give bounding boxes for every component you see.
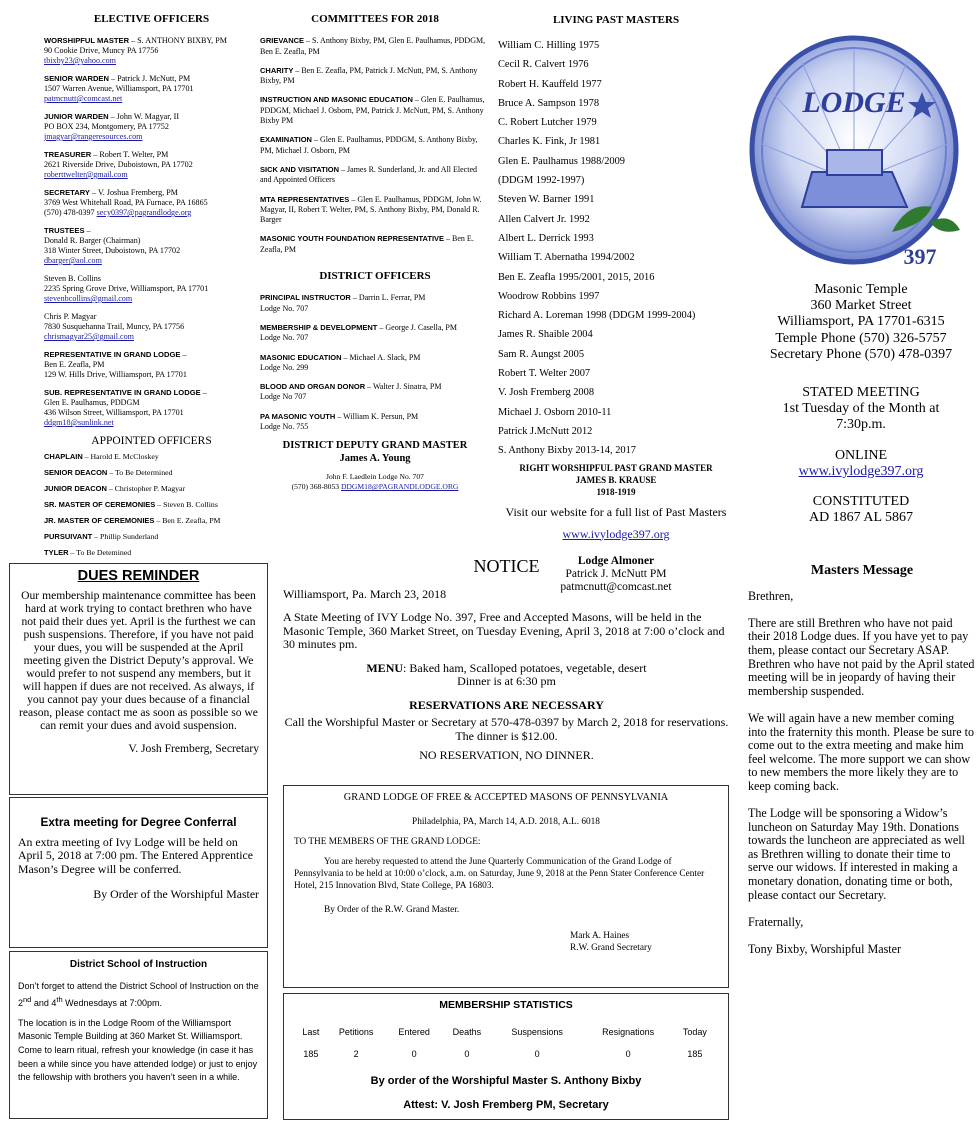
dues-reminder-body: Our membership maintenance committee has been hard at work trying to contact brethren who have not paid their dues yet. April is the furthest we can push suspensions. Therefore, if you have not paid your dues, you will be suspended at the April meeting given the District Deputy’s approval. We would prefer to not suspend any members, but it will happen if dues are not received. As always, if you cannot pay your dues because of a financial reason, please contact me as soon as possible so we can remit your dues and avoid suspension. [19, 589, 258, 732]
rwpgm-title: RIGHT WORSHIPFUL PAST GRAND MASTER [519, 462, 713, 473]
past-master-item: Robert T. Welter 2007 [498, 368, 591, 380]
officer-address: PO BOX 234, Montgomery, PA 17752 [44, 122, 169, 131]
dues-reminder-title: DUES REMINDER [77, 568, 200, 584]
appointed-officer [44, 500, 259, 510]
district-officer [260, 293, 490, 314]
district-lodge: Lodge No 707 [260, 392, 307, 402]
elective-officer [44, 74, 259, 104]
district-lodge: Lodge No. 755 [260, 422, 309, 432]
past-master-item: Robert H. Kauffeld 1977 [498, 78, 602, 90]
elective-officer [44, 150, 259, 180]
temple-city: Williamsport, PA 17701-6315 [777, 314, 945, 330]
officer-name: – Christopher P. Magyar [106, 484, 186, 493]
committee-item [260, 165, 490, 186]
appointed-officer [44, 532, 259, 542]
officer-name: – [200, 388, 207, 397]
committee-name: INSTRUCTION AND MASONIC EDUCATION [260, 95, 413, 105]
dues-reminder-signature: V. Josh Fremberg, Secretary [128, 742, 259, 755]
website-link[interactable]: www.ivylodge397.org [562, 526, 670, 541]
officer-role: SENIOR DEACON [44, 468, 108, 477]
appointed-officer [44, 452, 259, 462]
district-role: PRINCIPAL INSTRUCTOR [260, 293, 351, 303]
secretary-phone: Secretary Phone (570) 478-0397 [769, 346, 953, 362]
elective-officer [44, 188, 259, 218]
district-school-location: The location is in the Lodge Room of the Williamsport Masonic Temple Building at 360 Market St. Williamsport. Come to learn ritual, refresh your knowledge (in case it has been a while since you have attended lodge) or just to enjoy the fellowship with brothers you haven’t seen in a while. [18, 1017, 258, 1083]
membership-stats-title: MEMBERSHIP STATISTICS [439, 999, 573, 1011]
past-master-item: S. Anthony Bixby 2013-14, 2017 [498, 445, 636, 457]
past-master-item: Cecil R. Calvert 1976 [498, 59, 589, 71]
committee-members: – Glen E. Paulhamus, PDDGM, John W. Magyar, II, Robert T. Welter, PM, S. Anthony Bixby, PM, Donald R. Barger [260, 194, 482, 225]
officer-role: JUNIOR WARDEN [44, 112, 109, 121]
masters-paragraph: The Lodge will be sponsoring a Widow’s luncheon on Saturday May 19th. Donations towards the luncheon are appreciated as well as Brethren willing to donate their time to serve our widows. If interested in making a monetary donation, donating time or both, please contact our Secretary. [748, 806, 965, 902]
rwpgm-name: JAMES B. KRAUSE [575, 474, 657, 485]
district-role: BLOOD AND ORGAN DONOR [260, 382, 366, 392]
officer-address: Donald R. Barger (Chairman) [44, 236, 141, 245]
committee-members: – James R. Sunderland, Jr. and All Elected and Appointed Officers [260, 164, 478, 185]
committee-item [260, 195, 490, 226]
officer-role: WORSHIPFUL MASTER [44, 36, 130, 45]
officer-email-link[interactable]: tbixby23@yahoo.com [44, 56, 116, 65]
temple-info [742, 282, 980, 526]
stats-value-cell: 2 [353, 1049, 359, 1059]
stats-attest: Attest: V. Josh Fremberg PM, Secretary [403, 1099, 609, 1111]
appointed-officers-list [44, 452, 259, 558]
notice-section [283, 556, 730, 763]
officer-address: 436 Wilson Street, Williamsport, PA 17701 [44, 408, 184, 417]
district-role: MEMBERSHIP & DEVELOPMENT [260, 322, 378, 332]
district-school-title: District School of Instruction [69, 959, 208, 970]
past-master-item: C. Robert Lutcher 1979 [498, 117, 597, 129]
committees-list [260, 36, 490, 255]
officer-name: – V. Joshua Fremberg, PM [90, 188, 178, 197]
district-officers-list [260, 293, 490, 432]
district-officer [260, 323, 490, 344]
past-master-item: William T. Abernatha 1994/2002 [498, 252, 635, 264]
past-master-item: William C. Hilling 1975 [498, 40, 600, 51]
appointed-officer [44, 516, 259, 526]
officer-address: 90 Cookie Drive, Muncy PA 17756 [44, 46, 159, 55]
officer-address: 7830 Susquehanna Trail, Muncy, PA 17756 [44, 322, 185, 331]
masters-paragraph: There are still Brethren who have not paid their 2018 Lodge dues. If you have yet to pay them, please contact our Secretary ASAP. Brethren who have not paid by the April stated meeting will be in jeopardy of having their membership suspended. [748, 615, 975, 698]
elective-officers-list [44, 36, 259, 428]
lodge-emblem-icon [742, 32, 972, 272]
officer-name: – Phillip Sunderland [92, 532, 159, 541]
officer-role: SR. MASTER OF CEREMONIES [44, 500, 156, 509]
officer-name: – John W. Magyar, II [108, 112, 180, 121]
committees-column [260, 14, 490, 493]
officer-address: 129 W. Hills Drive, Williamsport, PA 17701 [44, 370, 187, 379]
membership-stats-table [296, 1023, 716, 1067]
committee-item [260, 36, 490, 57]
officer-role: SECRETARY [44, 188, 90, 197]
reservations-text: Call the Worshipful Master or Secretary at 570-478-0397 by March 2, 2018 for reservations. The dinner is $12.00. [284, 715, 729, 743]
officer-email-link[interactable]: chrismagyar25@gmail.com [44, 332, 134, 341]
committee-members: – S. Anthony Bixby, PM, Glen E. Paulhamus, PDDGM, Ben E. Zeafla, PM [260, 36, 486, 56]
stats-value-cell: 0 [411, 1049, 417, 1059]
district-officer-name: – Michael A. Slack, PM [341, 352, 421, 362]
officer-name: – [180, 350, 187, 359]
officer-role: SUB. REPRESENTATIVE IN GRAND LODGE [44, 388, 201, 397]
district-officer-name: – George J. Casella, PM [377, 322, 457, 332]
officer-role: TYLER [44, 548, 69, 557]
officer-name: – [84, 226, 91, 235]
committees-title: COMMITTEES FOR 2018 [311, 13, 439, 25]
stats-value-cell: 0 [625, 1049, 631, 1059]
masters-message-body [748, 590, 976, 957]
stats-header-cell: Deaths [452, 1027, 482, 1037]
past-masters-column [498, 14, 734, 594]
district-officers-title: DISTRICT OFFICERS [319, 270, 431, 283]
online-title: ONLINE [834, 447, 888, 463]
district-lodge: Lodge No. 299 [260, 362, 309, 372]
temple-name: Masonic Temple [814, 282, 908, 297]
officer-name: – Harold E. McCloskey [82, 452, 159, 461]
dues-reminder-box [9, 563, 268, 795]
past-masters-title: LIVING PAST MASTERS [552, 14, 680, 26]
elective-officer [44, 226, 259, 266]
past-master-item: James R. Shaible 2004 [498, 329, 593, 341]
officer-name: – Steven B. Collins [155, 500, 218, 509]
lodge-logo [742, 32, 972, 272]
online-link[interactable]: www.ivylodge397.org [798, 463, 924, 479]
masters-message [748, 564, 976, 970]
past-master-item: Charles K. Fink, Jr 1981 [498, 136, 601, 148]
masters-message-title: Masters Message [810, 563, 914, 578]
officer-name: – Patrick J. McNutt, PM [108, 74, 191, 83]
officer-role: PURSUIVANT [44, 532, 93, 541]
masters-paragraph: Tony Bixby, Worshipful Master [748, 942, 902, 957]
ddgm-email-link[interactable]: DDGM18@PAGRANDLODGE.ORG [340, 482, 459, 492]
grand-lodge-order: By Order of the R.W. Grand Master. [324, 905, 460, 915]
extra-meeting-title: Extra meeting for Degree Conferral [40, 815, 237, 829]
stats-order: By order of the Worshipful Master S. Anthony Bixby [370, 1075, 642, 1087]
officer-address: Ben E. Zeafla, PM [44, 360, 105, 369]
past-master-item: Ben E. Zeafla 1995/2001, 2015, 2016 [498, 271, 655, 283]
district-officer [260, 412, 490, 433]
committee-name: MASONIC YOUTH FOUNDATION REPRESENTATIVE [260, 234, 445, 244]
officer-role: JR. MASTER OF CEREMONIES [44, 516, 155, 525]
committee-members: – Glen E. Paulhamus, PDDGM, Michael J. Osborn, PM, Patrick J. McNutt, PM, S. Anthony Bixby PM [260, 95, 485, 126]
appointed-officer [44, 548, 259, 558]
masters-paragraph: Fraternally, [748, 914, 804, 929]
notice-dateline: Williamsport, Pa. March 23, 2018 [283, 586, 447, 601]
elective-officers-title: ELECTIVE OFFICERS [93, 13, 210, 25]
stats-value-cell: 0 [464, 1049, 470, 1059]
ddgm-title: DISTRICT DEPUTY GRAND MASTER [282, 440, 468, 452]
elective-officer [44, 350, 259, 380]
committee-item [260, 135, 490, 156]
stats-value-cell: 185 [687, 1049, 703, 1059]
officer-name: – S. ANTHONY BIXBY, PM [129, 36, 227, 45]
grand-lodge-signer-title: R.W. Grand Secretary [570, 943, 652, 953]
district-lodge: Lodge No. 707 [260, 303, 309, 313]
committee-name: SICK AND VISITATION [260, 164, 340, 174]
stats-values-row [296, 1045, 716, 1067]
officer-role: CHAPLAIN [44, 452, 83, 461]
district-officer [260, 382, 490, 403]
ddgm-contact [260, 482, 490, 492]
officer-address: 1507 Warren Avenue, Williamsport, PA 17701 [44, 84, 194, 93]
past-master-item: Steven W. Barner 1991 [498, 194, 595, 206]
extra-meeting-box [9, 797, 268, 948]
committee-name: MTA REPRESENTATIVES [260, 194, 350, 204]
stats-header-cell: Resignations [602, 1027, 655, 1037]
membership-stats-box [283, 993, 729, 1120]
district-role: PA MASONIC YOUTH [260, 411, 336, 421]
elective-officer [44, 36, 259, 66]
ddgm-name: James A. Young [339, 452, 411, 464]
grand-lodge-signer: Mark A. Haines [570, 931, 630, 941]
district-school-dates: Don’t forget to attend the District School of Instruction on the 2nd and 4th Wednesdays at 7:00pm. [18, 980, 259, 1009]
appointed-officers-title: APPOINTED OFFICERS [91, 435, 212, 447]
masters-paragraph: We will again have a new member coming into the fraternity this month. Please be sure to come out to the extra meeting and make him feel welcome. The more support we can show to new members the more likely they are to keep coming back. [748, 710, 975, 793]
officer-address: 2235 Spring Grove Drive, Williamsport, PA 17701 [44, 284, 209, 293]
stats-header-row [296, 1023, 716, 1045]
district-school-box [9, 951, 268, 1119]
past-masters-list [498, 36, 734, 461]
officer-role: SENIOR WARDEN [44, 74, 109, 83]
officer-role: REPRESENTATIVE IN GRAND LODGE [44, 350, 181, 359]
svg-text:397: 397 [903, 244, 937, 269]
officer-role: TREASURER [44, 150, 92, 159]
temple-phone: Temple Phone (570) 326-5757 [775, 330, 947, 346]
notice-dinner: Dinner is at 6:30 pm [457, 674, 556, 688]
officer-role: TRUSTEES [44, 226, 85, 235]
committee-item [260, 95, 490, 126]
rwpgm-years: 1918-1919 [596, 486, 636, 497]
grand-lodge-title: GRAND LODGE OF FREE & ACCEPTED MASONS OF PENNSYLVANIA [343, 792, 669, 803]
constituted-title: CONSTITUTED [812, 494, 910, 510]
stats-value-cell: 185 [303, 1049, 319, 1059]
past-master-item: Patrick J.McNutt 2012 [498, 425, 593, 437]
extra-meeting-order: By Order of the Worshipful Master [93, 887, 259, 901]
officer-name: – Robert T. Welter, PM [91, 150, 169, 159]
elective-officer [44, 312, 259, 342]
officer-address: 318 Winter Street, Duboistown, PA 17702 [44, 246, 181, 255]
officer-name: – To Be Detemined [68, 548, 132, 557]
notice-body: A State Meeting of IVY Lodge No. 397, Free and Accepted Masons, will be held in the Masonic Temple, 360 Market Street, on Tuesday Evening, April 3, 2018 at 7:00 o’clock and 30 minutes pm. [283, 610, 725, 651]
officer-name: – Ben E. Zeafla, PM [154, 516, 221, 525]
stats-value-cell: 0 [534, 1049, 540, 1059]
officer-address: 3769 West Whitehall Road, PA Furnace, PA 16865 [44, 198, 208, 207]
appointed-officer [44, 484, 259, 494]
past-master-item: Sam R. Aungst 2005 [498, 348, 585, 360]
district-officer-name: – Darrin L. Ferrar, PM [350, 293, 426, 303]
past-master-item: Bruce A. Sampson 1978 [498, 97, 600, 109]
stats-header-cell: Entered [398, 1027, 430, 1037]
almoner-title: Lodge Almoner [577, 554, 655, 567]
past-master-item: Albert L. Derrick 1993 [498, 232, 594, 244]
stated-meeting-when: 1st Tuesday of the Month at [782, 401, 940, 417]
grand-lodge-box [283, 785, 729, 988]
notice-title: NOTICE [473, 556, 540, 576]
officer-email-link[interactable]: dbarger@aol.com [44, 256, 102, 265]
stated-meeting-title: STATED MEETING [802, 385, 920, 401]
officer-email-link[interactable]: jmagyar@rangeresources.com [44, 132, 143, 141]
reservations-title: RESERVATIONS ARE NECESSARY [409, 697, 604, 712]
stats-header-cell: Today [682, 1027, 707, 1037]
masters-paragraph: Brethren, [748, 588, 794, 603]
past-master-item: Glen E. Paulhamus 1988/2009 [498, 155, 625, 167]
ddgm-lodge: John F. Laedlein Lodge No. 707 [326, 471, 424, 481]
officer-email-link[interactable]: stevenbcollins@gmail.com [44, 294, 133, 303]
officer-name: Chris P. Magyar [44, 312, 97, 321]
officer-email-link[interactable]: roberttwelter@gmail.com [44, 170, 128, 179]
district-officer [260, 353, 490, 374]
grand-lodge-salutation: TO THE MEMBERS OF THE GRAND LODGE: [294, 837, 481, 847]
elective-officer [44, 388, 259, 428]
past-master-item: Richard A. Loreman 1998 (DDGM 1999-2004) [498, 310, 696, 322]
almoner-name: Patrick J. McNutt PM [565, 567, 667, 580]
officer-email-link[interactable]: ddgm18@sunlink.net [44, 418, 114, 427]
officer-address: 2621 Riverside Drive, Duboistown, PA 17702 [44, 160, 193, 169]
district-officer-name: – William K. Persun, PM [335, 411, 419, 421]
ddgm-phone: (570) 368-8053 [291, 482, 341, 492]
district-lodge: Lodge No. 707 [260, 333, 309, 343]
notice-menu: MENU: Baked ham, Scalloped potatoes, vegetable, desert [366, 660, 647, 675]
extra-meeting-body: An extra meeting of Ivy Lodge will be held on April 5, 2018 at 7:00 pm. The Entered Apprentice Mason’s Degree will be conferred. [18, 834, 254, 876]
elective-officer [44, 274, 259, 304]
no-reservation-note: NO RESERVATION, NO DINNER. [419, 748, 594, 762]
appointed-officer [44, 468, 259, 478]
elective-officer [44, 112, 259, 142]
officer-address: Glen E. Paulhamus, PDDGM [44, 398, 140, 407]
past-master-item: Michael J. Osborn 2010-11 [498, 406, 612, 418]
committee-item [260, 66, 490, 87]
past-master-item: Woodrow Robbins 1997 [498, 290, 600, 302]
committee-name: GRIEVANCE [260, 36, 305, 46]
district-role: MASONIC EDUCATION [260, 352, 342, 362]
stats-header-cell: Last [302, 1027, 320, 1037]
past-master-item: (DDGM 1992-1997) [498, 175, 585, 187]
temple-street: 360 Market Street [810, 298, 912, 314]
visit-website-text: Visit our website for a full list of Past Masters [505, 504, 727, 519]
grand-lodge-body: You are hereby requested to attend the June Quarterly Communication of the Grand Lodge of Pennsylvania to be held at 10:00 o’clock, a.m. on Saturday, June 9, 2018 at the Penn Stater Conference Center Hotel, 215 Innovation Blvd, State College, PA 16803. [294, 857, 705, 891]
grand-lodge-dateline: Philadelphia, PA, March 14, A.D. 2018, A.L. 6018 [412, 817, 600, 827]
district-officer-name: – Walter J. Sinatra, PM [365, 382, 442, 392]
almoner-email: patmcnutt@comcast.net [560, 580, 672, 593]
stated-meeting-time: 7:30p.m. [836, 417, 886, 433]
committee-name: EXAMINATION [260, 135, 312, 145]
committee-members: – Ben E. Zeafla, PM, Patrick J. McNutt, PM, S. Anthony Bixby, PM [260, 65, 478, 86]
officer-email-link[interactable]: patmcnutt@comcast.net [44, 94, 123, 103]
officer-email-link[interactable]: secy0397@pagrandlodge.org [96, 208, 192, 217]
committee-item [260, 234, 490, 255]
officer-name: Steven B. Collins [44, 274, 101, 283]
past-master-item: V. Josh Fremberg 2008 [498, 387, 595, 399]
committee-members: – Ben E. Zeafla, PM [260, 234, 474, 254]
elective-officers-column [44, 14, 259, 564]
stats-header-cell: Suspensions [511, 1027, 563, 1037]
officer-role: JUNIOR DEACON [44, 484, 107, 493]
committee-members: – Glen E. Paulhamus, PDDGM, S. Anthony Bixby, PM, Michael J. Osborn, PM [260, 135, 478, 155]
past-master-item: Allen Calvert Jr. 1992 [498, 213, 590, 225]
officer-address: (570) 478-0397 [44, 208, 97, 217]
committee-name: CHARITY [260, 65, 294, 75]
constituted-date: AD 1867 AL 5867 [808, 510, 914, 526]
svg-text:LODGE: LODGE [802, 86, 906, 119]
officer-name: – To Be Determined [107, 468, 173, 477]
stats-header-cell: Petitions [338, 1027, 374, 1037]
